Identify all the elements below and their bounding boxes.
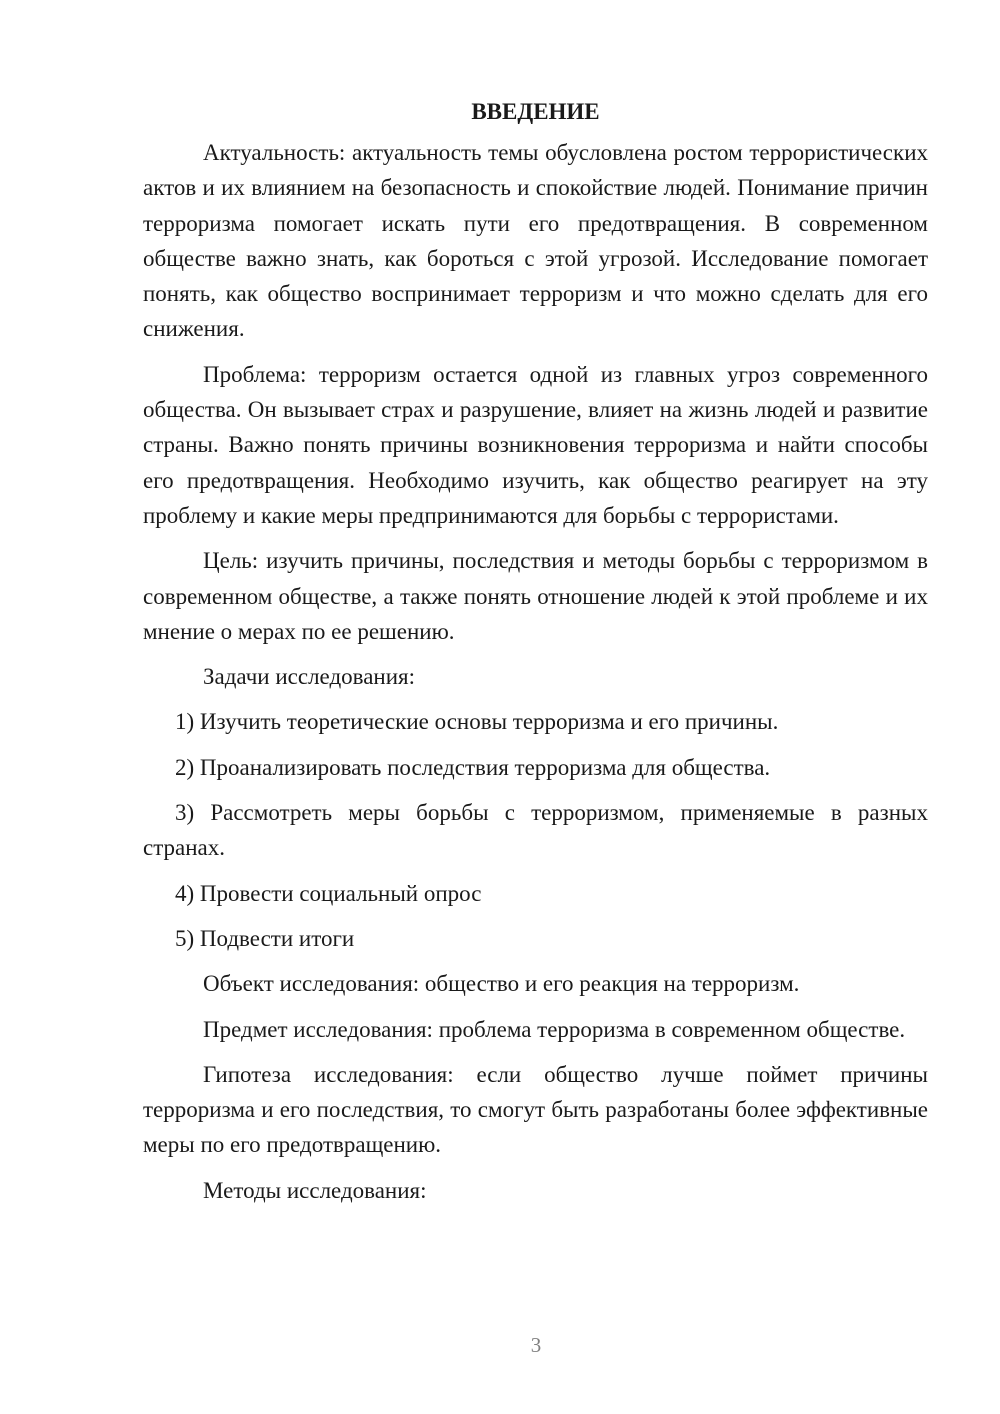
- task-item-1: 1) Изучить теоретические основы терроризма и его причины.: [175, 709, 779, 735]
- document-body: [143, 95, 928, 1218]
- goal-paragraph: Цель: изучить причины, последствия и методы борьбы с терроризмом в современном обществе, а также понять отношение людей к этой проблеме и их мнение о мерах по ее решению.: [143, 548, 928, 644]
- task-item-4: 4) Провести социальный опрос: [175, 880, 482, 906]
- tasks-heading: Задачи исследования:: [203, 664, 416, 690]
- page-number: 3: [530, 1333, 542, 1357]
- subject-paragraph: Предмет исследования: проблема терроризма в современном обществе.: [203, 1016, 906, 1042]
- task-item-3: 3) Рассмотреть меры борьбы с терроризмом, применяемые в разных странах.: [143, 800, 928, 861]
- object-paragraph: Объект исследования: общество и его реакция на терроризм.: [203, 971, 800, 997]
- task-item-2: 2) Проанализировать последствия терроризма для общества.: [175, 754, 771, 780]
- section-heading: ВВЕДЕНИЕ: [471, 99, 600, 124]
- problem-paragraph: Проблема: терроризм остается одной из главных угроз современного общества. Он вызывает страх и разрушение, влияет на жизнь людей и развитие страны. Важно понять причины возникновения терроризма и найти способы его предотвращения. Необходимо изучить, как общество реагирует на эту проблему и какие меры предпринимаются для борьбы с террористами.: [143, 361, 928, 528]
- hypothesis-paragraph: Гипотеза исследования: если общество лучше поймет причины терроризма и его последствия, то смогут быть разработаны более эффективные меры по его предотвращению.: [143, 1061, 928, 1158]
- task-item-5: 5) Подвести итоги: [175, 925, 355, 951]
- relevance-paragraph: Актуальность: актуальность темы обусловлена ростом террористических актов и их влиянием на безопасность и спокойствие людей. Понимание причин терроризма помогает искать пути его предотвращения. В современном обществе важно знать, как бороться с этой угрозой. Исследование помогает понять, как общество воспринимает терроризм и что можно сделать для его снижения.: [143, 140, 928, 342]
- methods-heading: Методы исследования:: [203, 1177, 427, 1203]
